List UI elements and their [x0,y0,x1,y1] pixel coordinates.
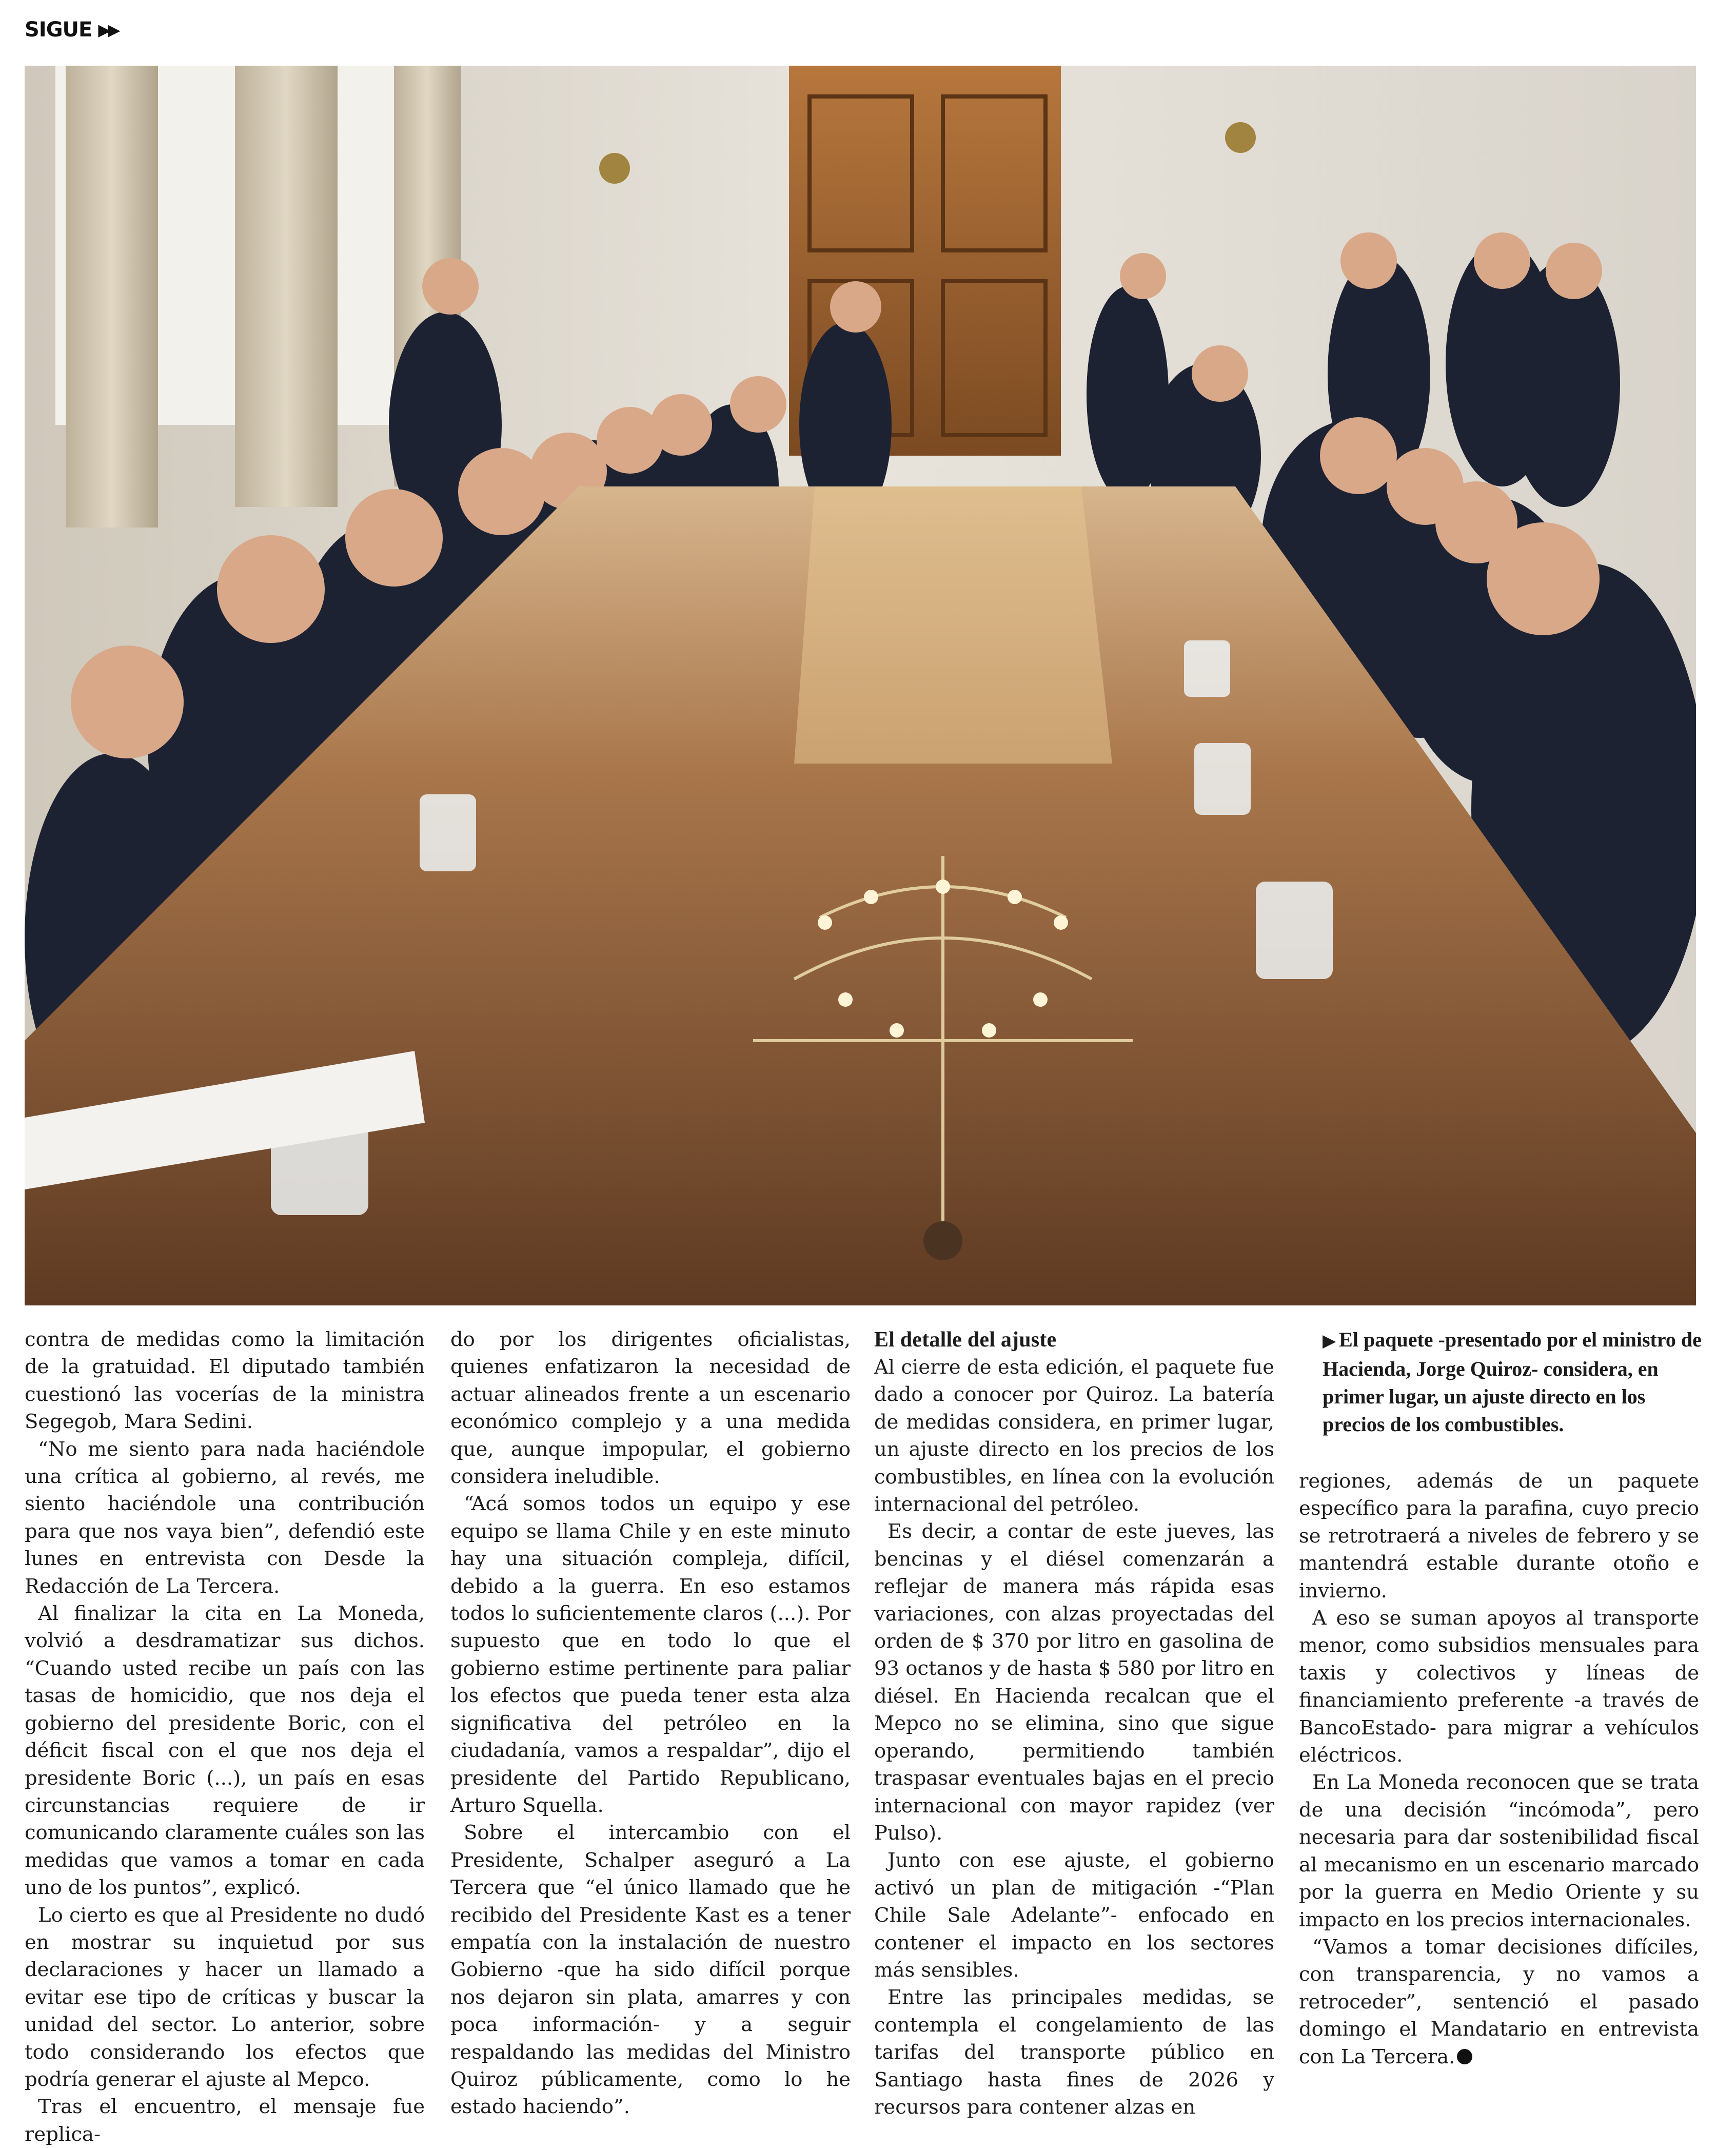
paragraph: Al cierre de esta edición, el paquete fue dado a conocer por Quiroz. La batería de medidas considera, en primer lugar, un ajuste directo en los precios de los combustibles, en línea con la evolución internacional del petróleo. [874,1356,1274,1516]
paragraph: Entre las principales medidas, se contempla el congelamiento de las tarifas del transporte público en Santiago hasta fines de 2026 y recursos para contener alzas en [874,1986,1274,2119]
article-column-1 [25,1326,425,2148]
closing-quote: “Vamos a tomar decisiones difíciles, con transparencia, y no vamos a retroceder”, sentenció el pasado domingo el Mandatario en entrevista con La Tercera. [1299,1935,1699,2068]
article-column-3 [874,1326,1274,2121]
paragraph: “Acá somos todos un equipo y ese equipo se llama Chile y en este minuto hay una situación compleja, difícil, debido a la guerra. En eso estamos todos lo suficientemente claros (...). Por supuesto que en todo lo que el gobierno estime pertinente para paliar los efectos que pueda tener esta alza significativa del petróleo en la ciudadanía, vamos a respaldar”, dijo el presidente del Partido Republicano, Arturo Squella. [450,1492,851,1817]
paragraph: “No me siento para nada haciéndole una crítica al gobierno, al revés, me siento haciéndole una contribución para que nos vaya bien”, defendió este lunes en entrevista con Desde la Redacción de La Tercera. [25,1437,425,1598]
paragraph: En La Moneda reconocen que se trata de una decisión “incómoda”, pero necesaria para dar sostenibilidad fiscal al mecanismo en un escenario marcado por la guerra en Medio Oriente y su impacto en los precios internacionales. [1299,1771,1699,1931]
paragraph: Junto con ese ajuste, el gobierno activó un plan de mitigación -“Plan Chile Sale Adelante”- enfocado en contener el impacto en los sectores más sensibles. [874,1849,1274,1982]
paragraph: Al finalizar la cita en La Moneda, volvió a desdramatizar sus dichos. “Cuando usted recibe un país con las tasas de homicidio, que nos deja el gobierno del presidente Boric, con el déficit fiscal con el que nos deja el presidente Boric (...), un país en esas circunstancias requiere de ir comunicando claramente cuáles son las medidas que vamos a tomar en cada uno de los puntos”, explicó. [25,1602,425,1900]
triangle-bullet-icon: ▶ [1323,1332,1336,1351]
continue-label[interactable] [25,17,117,42]
double-arrow-icon: ▶▶ [98,20,117,40]
paragraph: contra de medidas como la limitación de la gratuidad. El diputado también cuestionó las vocerías de la ministra Segegob, Mara Sedini. [25,1328,425,1434]
meeting-photo [25,66,1696,1305]
section-heading: El detalle del ajuste [874,1328,1057,1352]
paragraph: do por los dirigentes oficialistas, quienes enfatizaron la necesidad de actuar alineados frente a un escenario económico complejo y a una medida que, aunque impopular, el gobierno considera ineludible. [450,1328,851,1489]
pull-quote-text: El paquete -presentado por el ministro de Hacienda, Jorge Quiroz- considera, en primer lugar, un ajuste directo en los precios de los combustibles. [1323,1328,1702,1436]
end-of-article-icon [1457,2049,1472,2064]
paragraph: Tras el encuentro, el mensaje fue replica- [25,2095,425,2146]
paragraph: Sobre el intercambio con el Presidente, Schalper aseguró a La Tercera que “el único llamado que he recibido del Presidente Kast es a tener empatía con la instalación de nuestro Gobierno -que ha sido difícil porque nos dejaron sin plata, amarres y con poca información- y a seguir respaldando las medidas del Ministro Quiroz públicamente, como lo he estado haciendo”. [450,1821,851,2119]
paragraph: A eso se suman apoyos al transporte menor, como subsidios mensuales para taxis y colectivos y líneas de financiamiento preferente -a través de BancoEstado- para migrar a vehículos eléctricos. [1299,1607,1699,1767]
pull-quote [1323,1326,1702,1438]
paragraph: Es decir, a contar de este jueves, las bencinas y el diésel comenzarán a reflejar de manera más rápida esas variaciones, con alzas proyectadas del orden de $ 370 por litro en gasolina de 93 octanos y de hasta $ 580 por litro en diésel. En Hacienda recalcan que el Mepco no se elimina, sino que sigue operando, permitiendo también traspasar eventuales bajas en el precio internacional con mayor rapidez (ver Pulso). [874,1520,1274,1845]
paragraph: Lo cierto es que al Presidente no dudó en mostrar su inquietud por sus declaraciones y hacer un llamado a evitar ese tipo de críticas y buscar la unidad del sector. Lo anterior, sobre todo considerando los efectos que podría generar el ajuste al Mepco. [25,1903,425,2091]
paragraph: regiones, además de un paquete específico para la parafina, cuyo precio se retrotraerá a niveles de febrero y se mantendrá estable durante otoño e invierno. [1299,1470,1699,1603]
continue-label-text: SIGUE [25,18,92,42]
paragraph [1299,1934,1699,2071]
article-column-2 [450,1326,851,2121]
meeting-room-photo-illustration [25,66,1696,1305]
article-column-4 [1299,1468,1699,2071]
